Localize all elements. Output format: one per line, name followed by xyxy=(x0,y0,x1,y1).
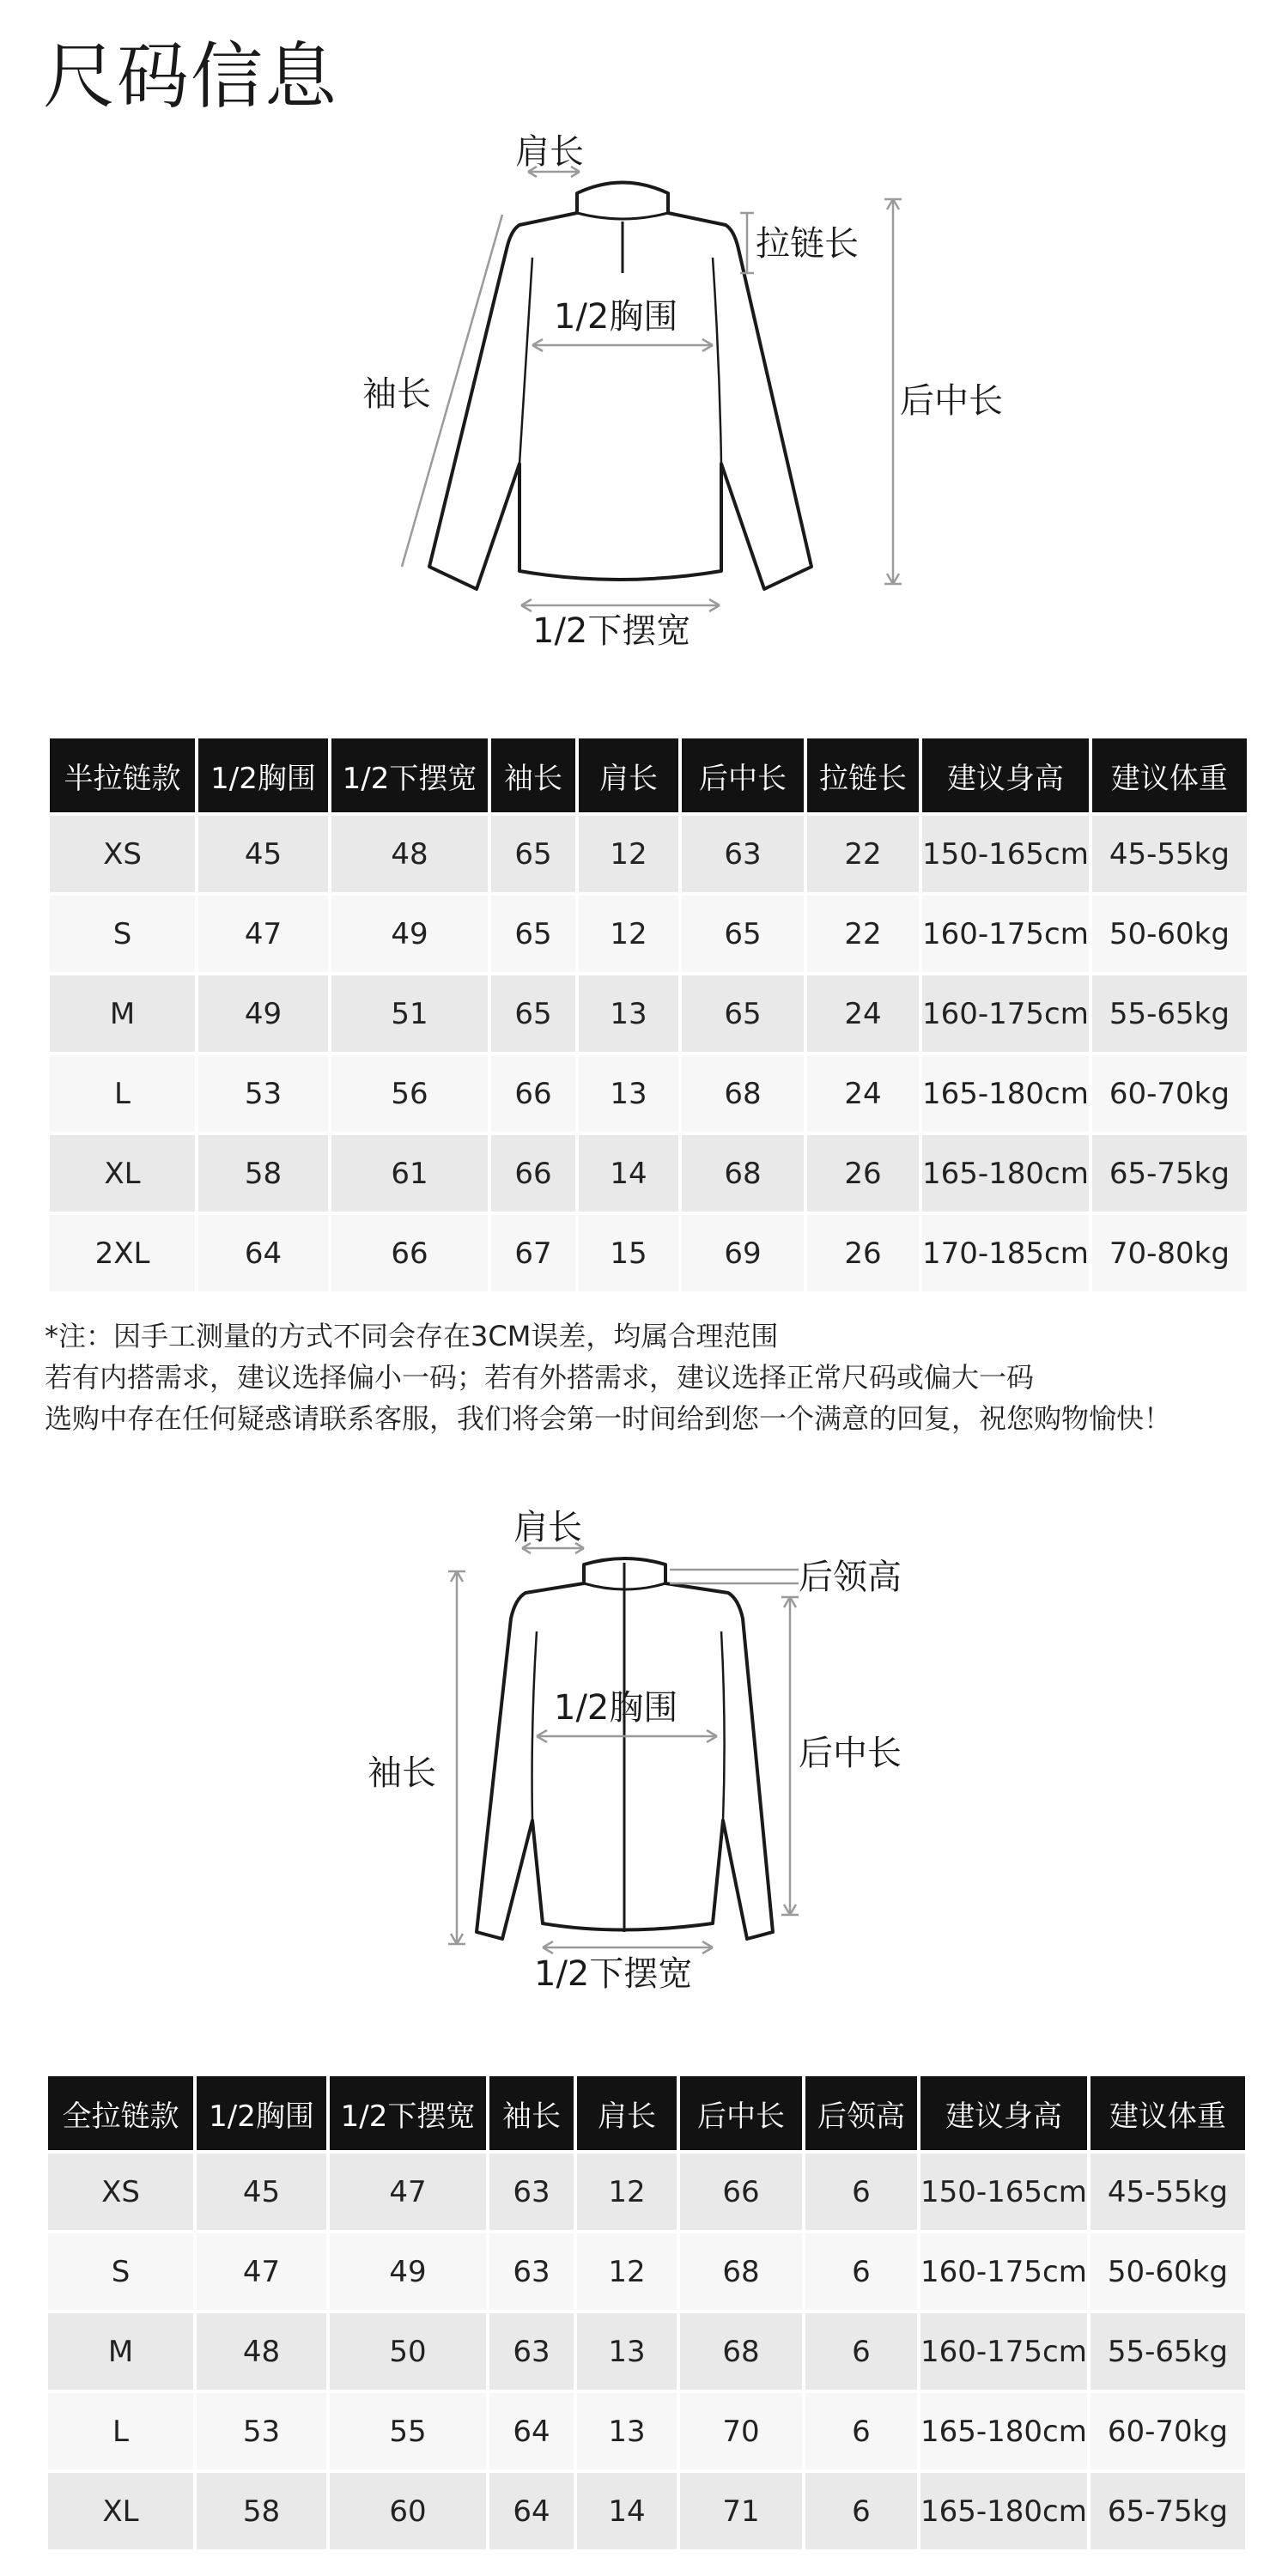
table-cell: 55-65kg xyxy=(1091,2313,1245,2390)
table-cell: 64 xyxy=(489,2473,574,2549)
table-cell: 165-180cm xyxy=(920,2393,1087,2470)
half-zip-hem-label: 1/2下摆宽 xyxy=(532,611,691,651)
table-cell: 64 xyxy=(489,2393,574,2470)
table-cell: 67 xyxy=(491,1215,575,1291)
table-cell: 64 xyxy=(198,1215,328,1291)
table-cell: M xyxy=(48,2313,193,2390)
column-header: 1/2下摆宽 xyxy=(331,738,488,812)
column-header: 全拉链款 xyxy=(48,2076,193,2150)
table-cell: 65 xyxy=(491,975,575,1052)
table-cell: M xyxy=(50,975,195,1052)
table-row xyxy=(48,2473,1245,2549)
half-zip-size-table xyxy=(46,735,1250,1295)
column-header: 后中长 xyxy=(680,2076,802,2150)
table-cell: 50-60kg xyxy=(1091,2233,1245,2310)
full-zip-size-table xyxy=(45,2073,1249,2553)
column-header: 半拉链款 xyxy=(50,738,195,812)
full-zip-back-length-label: 后中长 xyxy=(799,1734,902,1773)
table-cell: 160-175cm xyxy=(920,2313,1087,2390)
table-cell: 22 xyxy=(807,816,919,892)
table-row xyxy=(50,1135,1247,1212)
half-zip-shoulder-label: 肩长 xyxy=(515,132,584,172)
table-cell: 14 xyxy=(577,2473,677,2549)
table-cell: 170-185cm xyxy=(922,1215,1089,1291)
table-cell: 66 xyxy=(491,1055,575,1132)
table-cell: 65-75kg xyxy=(1091,2473,1245,2549)
table-cell: 65-75kg xyxy=(1092,1135,1247,1212)
table-cell: 51 xyxy=(331,975,488,1052)
table-cell: 63 xyxy=(682,816,804,892)
table-cell: 6 xyxy=(805,2473,917,2549)
size-notes xyxy=(45,1315,1171,1439)
table-cell: 160-175cm xyxy=(922,975,1089,1052)
table-cell: 56 xyxy=(331,1055,488,1132)
table-cell: 58 xyxy=(198,1135,328,1212)
table-cell: 68 xyxy=(680,2313,802,2390)
table-cell: 14 xyxy=(579,1135,678,1212)
table-cell: 160-175cm xyxy=(922,896,1089,972)
table-cell: 26 xyxy=(807,1135,919,1212)
column-header: 建议身高 xyxy=(920,2076,1087,2150)
full-zip-chest-label: 1/2胸围 xyxy=(554,1688,678,1728)
table-cell: 63 xyxy=(489,2313,574,2390)
table-cell: 24 xyxy=(807,975,919,1052)
note-line: *注：因手工测量的方式不同会存在3CM误差，均属合理范围 xyxy=(45,1320,779,1352)
table-cell: 63 xyxy=(489,2154,574,2230)
table-cell: 12 xyxy=(577,2233,677,2310)
table-cell: 48 xyxy=(331,816,488,892)
table-cell: 61 xyxy=(331,1135,488,1212)
table-cell: 68 xyxy=(680,2233,802,2310)
half-zip-sleeve-label: 袖长 xyxy=(362,374,431,414)
table-cell: 71 xyxy=(680,2473,802,2549)
table-cell: 50-60kg xyxy=(1092,896,1247,972)
table-cell: 13 xyxy=(579,975,678,1052)
table-header-row xyxy=(50,738,1247,812)
table-cell: XS xyxy=(50,816,195,892)
table-cell: 12 xyxy=(577,2154,677,2230)
table-cell: 6 xyxy=(805,2313,917,2390)
table-cell: XL xyxy=(48,2473,193,2549)
column-header: 1/2胸围 xyxy=(197,2076,326,2150)
note-line: 若有内搭需求，建议选择偏小一码；若有外搭需求，建议选择正常尺码或偏大一码 xyxy=(45,1361,1035,1394)
table-cell: 66 xyxy=(680,2154,802,2230)
table-cell: 12 xyxy=(579,896,678,972)
table-cell: 13 xyxy=(577,2393,677,2470)
table-cell: 60 xyxy=(330,2473,486,2549)
table-cell: 22 xyxy=(807,896,919,972)
table-cell: 65 xyxy=(682,975,804,1052)
table-row xyxy=(50,1215,1247,1291)
table-cell: 13 xyxy=(579,1055,678,1132)
half-zip-diagram xyxy=(0,0,1288,687)
table-cell: 24 xyxy=(807,1055,919,1132)
table-cell: 45-55kg xyxy=(1092,816,1247,892)
column-header: 袖长 xyxy=(491,738,575,812)
table-cell: 70-80kg xyxy=(1092,1215,1247,1291)
table-cell: 26 xyxy=(807,1215,919,1291)
table-cell: XS xyxy=(48,2154,193,2230)
table-cell: 65 xyxy=(682,896,804,972)
table-header-row xyxy=(48,2076,1245,2150)
table-cell: L xyxy=(48,2393,193,2470)
table-cell: 53 xyxy=(198,1055,328,1132)
table-cell: 58 xyxy=(197,2473,326,2549)
column-header: 袖长 xyxy=(489,2076,574,2150)
table-cell: 45 xyxy=(198,816,328,892)
table-cell: 45 xyxy=(197,2154,326,2230)
table-cell: 150-165cm xyxy=(920,2154,1087,2230)
table-cell: 66 xyxy=(491,1135,575,1212)
full-zip-collar-label: 后领高 xyxy=(799,1558,902,1597)
table-cell: 49 xyxy=(198,975,328,1052)
table-cell: L xyxy=(50,1055,195,1132)
full-zip-diagram xyxy=(0,1494,1288,2009)
table-cell: S xyxy=(50,896,195,972)
column-header: 肩长 xyxy=(579,738,678,812)
table-cell: 47 xyxy=(198,896,328,972)
table-cell: 50 xyxy=(330,2313,486,2390)
table-row xyxy=(48,2313,1245,2390)
table-cell: 69 xyxy=(682,1215,804,1291)
full-zip-shoulder-label: 肩长 xyxy=(513,1508,582,1547)
full-zip-sleeve-label: 袖长 xyxy=(368,1753,436,1793)
column-header: 建议体重 xyxy=(1092,738,1247,812)
table-cell: 15 xyxy=(579,1215,678,1291)
table-cell: 65 xyxy=(491,896,575,972)
table-row xyxy=(50,896,1247,972)
half-zip-back-length-label: 后中长 xyxy=(900,381,1003,421)
column-header: 拉链长 xyxy=(807,738,919,812)
page-title: 尺码信息 xyxy=(43,34,339,118)
table-cell: 55 xyxy=(330,2393,486,2470)
table-cell: S xyxy=(48,2233,193,2310)
table-cell: 47 xyxy=(197,2233,326,2310)
table-cell: 66 xyxy=(331,1215,488,1291)
table-row xyxy=(48,2233,1245,2310)
note-line: 选购中存在任何疑惑请联系客服，我们将会第一时间给到您一个满意的回复，祝您购物愉快！ xyxy=(45,1402,1172,1435)
table-cell: 165-180cm xyxy=(922,1055,1089,1132)
column-header: 建议身高 xyxy=(922,738,1089,812)
table-cell: 55-65kg xyxy=(1092,975,1247,1052)
table-cell: 49 xyxy=(331,896,488,972)
table-cell: 60-70kg xyxy=(1091,2393,1245,2470)
half-zip-chest-label: 1/2胸围 xyxy=(554,297,678,337)
column-header: 1/2下摆宽 xyxy=(330,2076,486,2150)
table-cell: 48 xyxy=(197,2313,326,2390)
table-cell: 13 xyxy=(577,2313,677,2390)
table-cell: 165-180cm xyxy=(920,2473,1087,2549)
half-zip-zipper-label: 拉链长 xyxy=(756,224,859,264)
table-cell: 12 xyxy=(579,816,678,892)
table-cell: 63 xyxy=(489,2233,574,2310)
table-cell: 68 xyxy=(682,1135,804,1212)
column-header: 后领高 xyxy=(805,2076,917,2150)
table-cell: 150-165cm xyxy=(922,816,1089,892)
column-header: 建议体重 xyxy=(1091,2076,1245,2150)
table-cell: 6 xyxy=(805,2154,917,2230)
table-cell: 65 xyxy=(491,816,575,892)
table-cell: 45-55kg xyxy=(1091,2154,1245,2230)
column-header: 1/2胸围 xyxy=(198,738,328,812)
table-cell: 68 xyxy=(682,1055,804,1132)
table-row xyxy=(50,1055,1247,1132)
column-header: 肩长 xyxy=(577,2076,677,2150)
table-cell: XL xyxy=(50,1135,195,1212)
table-cell: 165-180cm xyxy=(922,1135,1089,1212)
table-row xyxy=(48,2393,1245,2470)
table-row xyxy=(50,816,1247,892)
table-cell: 6 xyxy=(805,2233,917,2310)
table-row xyxy=(50,975,1247,1052)
table-cell: 53 xyxy=(197,2393,326,2470)
table-cell: 70 xyxy=(680,2393,802,2470)
table-cell: 6 xyxy=(805,2393,917,2470)
table-cell: 60-70kg xyxy=(1092,1055,1247,1132)
table-row xyxy=(48,2154,1245,2230)
table-cell: 2XL xyxy=(50,1215,195,1291)
full-zip-hem-label: 1/2下摆宽 xyxy=(534,1954,693,1994)
table-cell: 160-175cm xyxy=(920,2233,1087,2310)
column-header: 后中长 xyxy=(682,738,804,812)
table-cell: 49 xyxy=(330,2233,486,2310)
table-cell: 47 xyxy=(330,2154,486,2230)
